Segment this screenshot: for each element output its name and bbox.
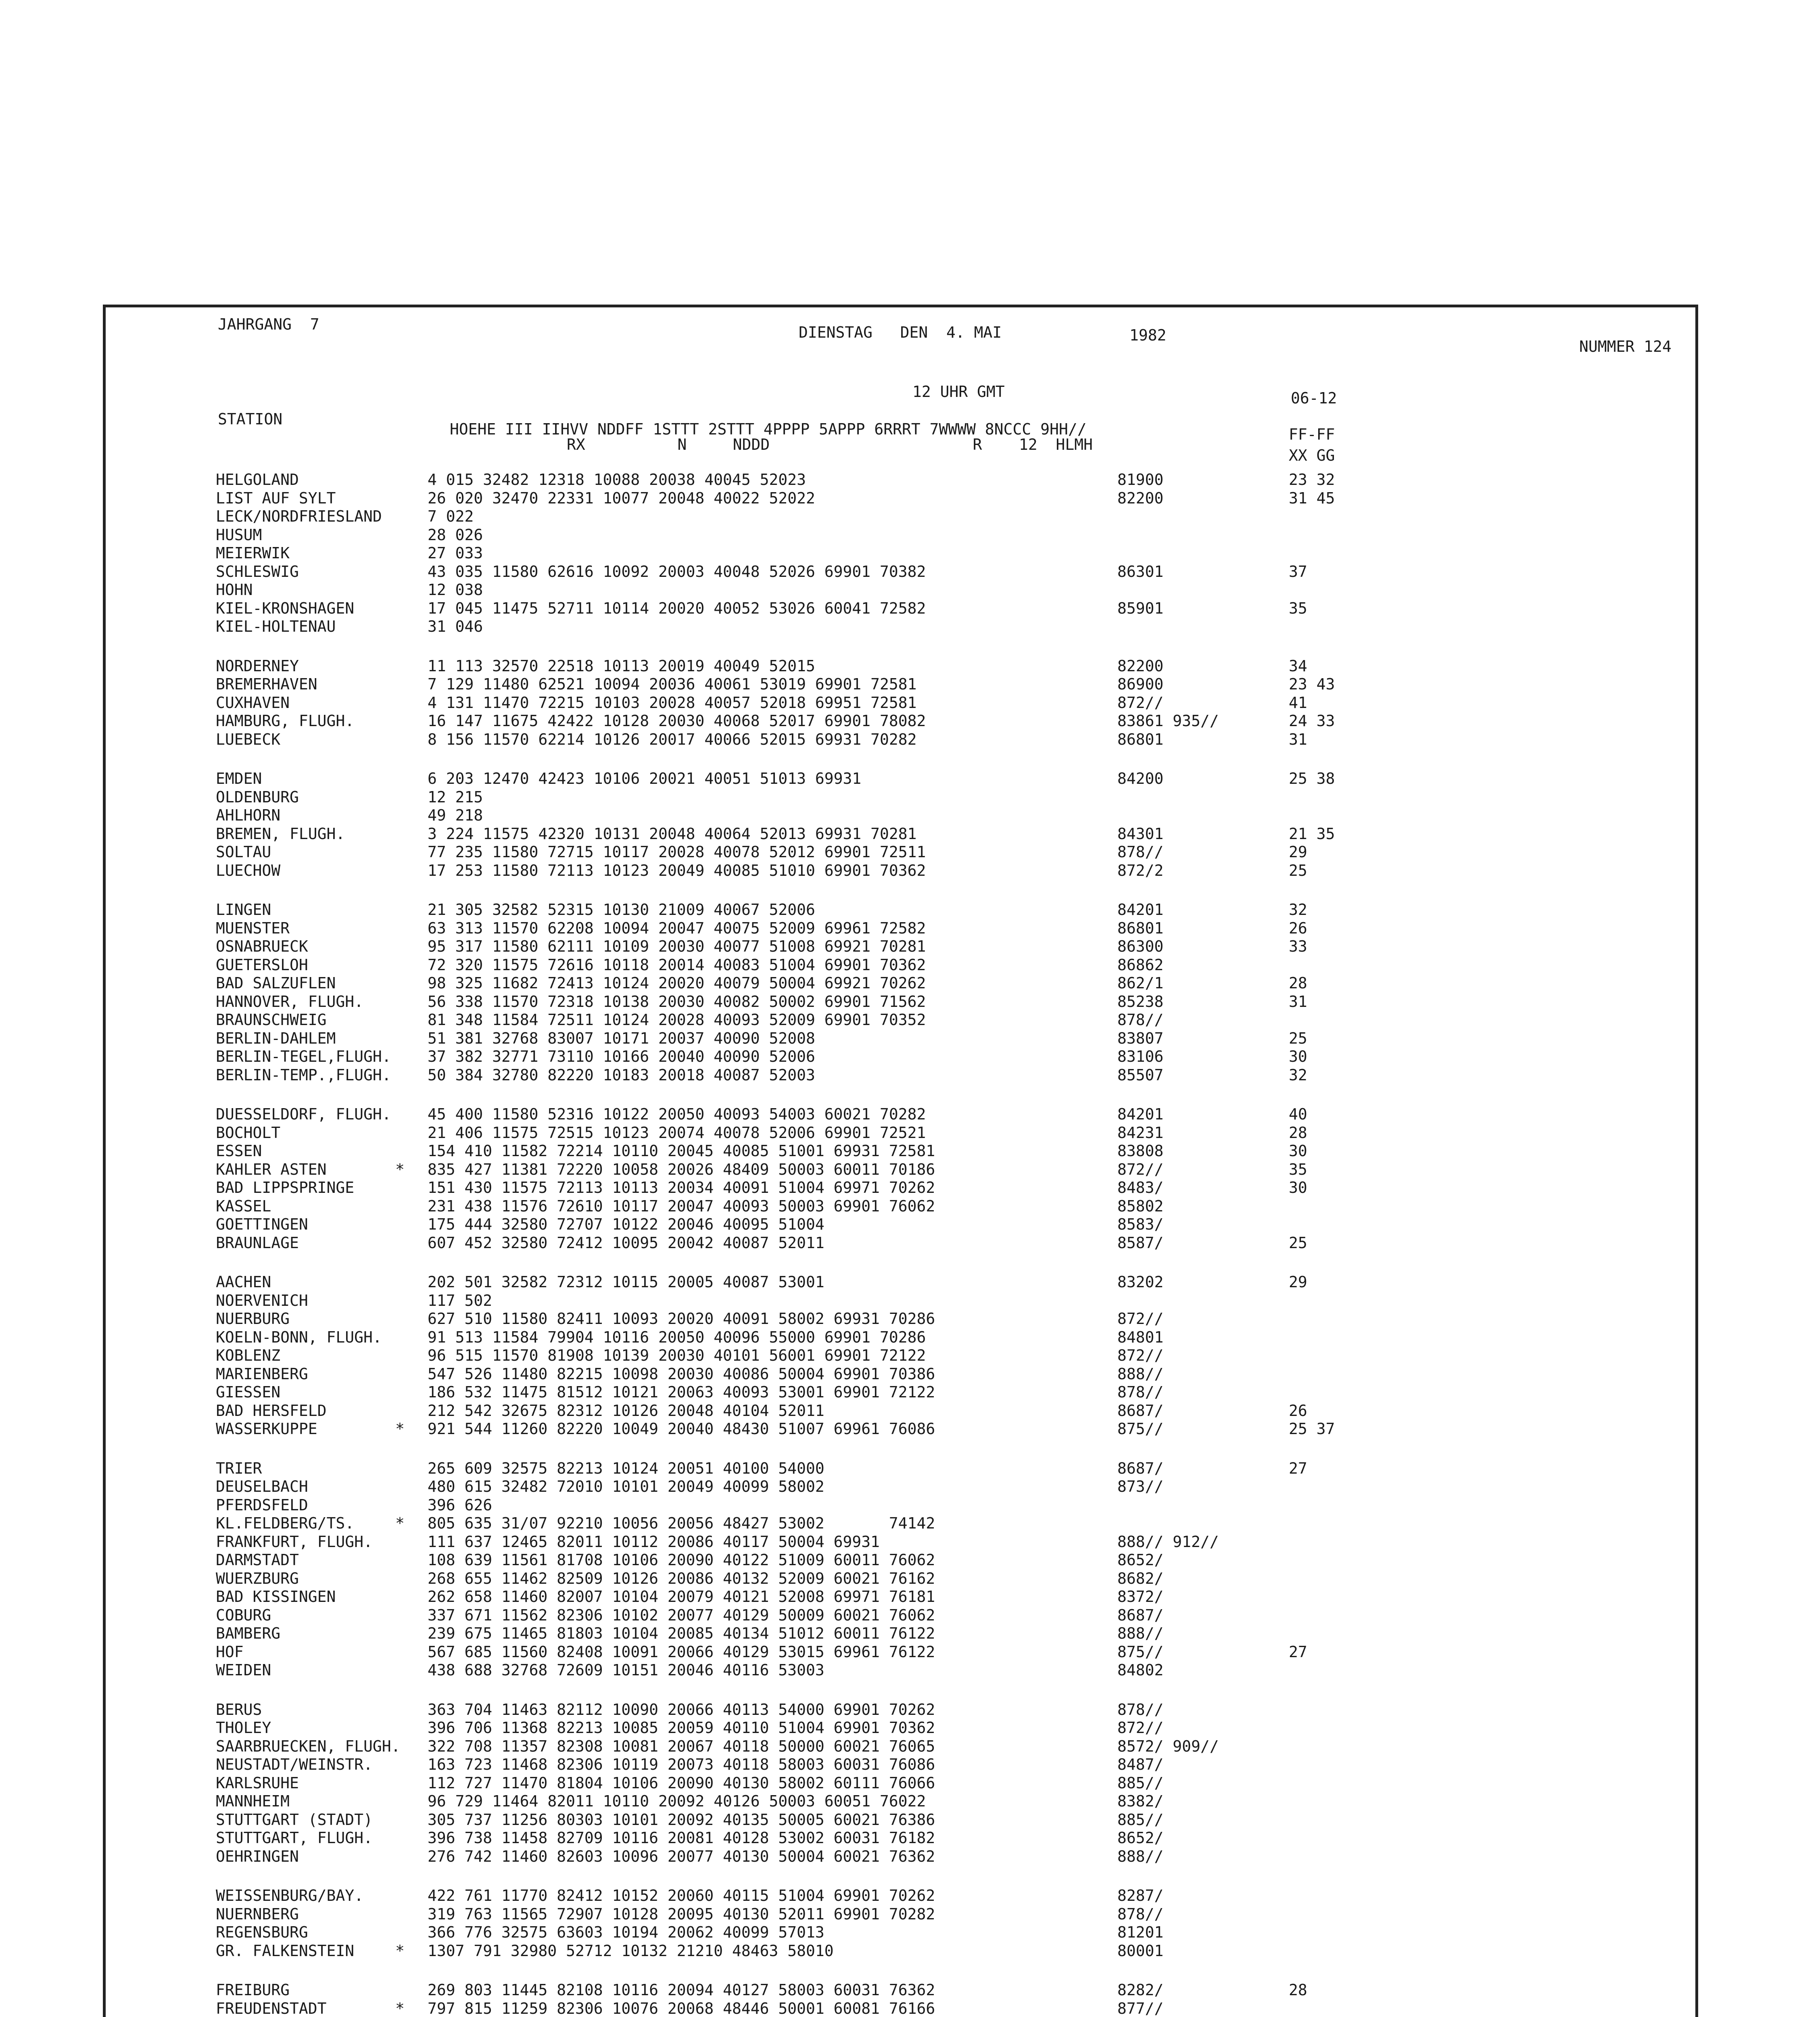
cloud-group: 877// <box>1117 2000 1164 2017</box>
wind-gust-value: 30 <box>1289 1048 1307 1065</box>
station-name: KASSEL <box>216 1197 271 1215</box>
station-name: LINGEN <box>216 901 271 919</box>
cloud-group: 878// <box>1117 1383 1164 1401</box>
cloud-group: 85507 <box>1117 1066 1164 1084</box>
wind-gust-value: 27 <box>1289 1460 1307 1477</box>
wind-gust-value: 32 <box>1289 901 1307 919</box>
cloud-group: 872/2 <box>1117 862 1164 879</box>
synop-data: 7 129 11480 62521 10094 20036 40061 53019 69901 72581 <box>428 675 917 693</box>
synop-data: 1307 791 32980 52712 10132 21210 48463 58010 <box>428 1942 834 1960</box>
synop-data: 43 035 11580 62616 10092 20003 40048 52026 69901 70382 <box>428 563 926 580</box>
station-name: KOBLENZ <box>216 1347 281 1364</box>
cloud-group: 86300 <box>1117 938 1164 955</box>
cloud-group: 873// <box>1117 1478 1164 1495</box>
station-name: NUERBURG <box>216 1310 290 1328</box>
synop-data: 81 348 11584 72511 10124 20028 40093 52009 69901 70352 <box>428 1011 926 1029</box>
cloud-group: 875// <box>1117 1420 1164 1438</box>
synop-data: 45 400 11580 52316 10122 20050 40093 54003 60021 70282 <box>428 1105 926 1123</box>
cloud-group: 872// <box>1117 694 1164 712</box>
wind-gust-value: 31 <box>1289 993 1307 1011</box>
cloud-group: 81201 <box>1117 1923 1164 1941</box>
synop-data: 21 305 32582 52315 10130 21009 40067 52006 <box>428 901 815 919</box>
station-name: WEIDEN <box>216 1661 271 1679</box>
wind-gust-value: 33 <box>1289 938 1307 955</box>
station-name: HUSUM <box>216 526 262 544</box>
wind-gust-value: 28 <box>1289 974 1307 992</box>
synop-data: 6 203 12470 42423 10106 20021 40051 51013 69931 <box>428 770 862 787</box>
station-name: KIEL-KRONSHAGEN <box>216 599 355 617</box>
cloud-group: 875// <box>1117 1643 1164 1661</box>
synop-data: 627 510 11580 82411 10093 20020 40091 58002 69931 70286 <box>428 1310 935 1328</box>
wind-gust-value: 26 <box>1289 1402 1307 1420</box>
wind-gust-value: 29 <box>1289 843 1307 861</box>
station-name: DUESSELDORF, FLUGH. <box>216 1105 391 1123</box>
synop-data: 151 430 11575 72113 10113 20034 40091 51004 69971 70262 <box>428 1179 935 1196</box>
synop-data: 31 046 <box>428 618 483 635</box>
synop-data: 921 544 11260 82220 10049 20040 48430 51007 69961 76086 <box>428 1420 935 1438</box>
synop-data: 51 381 32768 83007 10171 20037 40090 52008 <box>428 1029 815 1047</box>
synop-data: 396 738 11458 82709 10116 20081 40128 53002 60031 76182 <box>428 1829 935 1847</box>
wind-gust-value: 35 <box>1289 599 1307 617</box>
cloud-group: 862/1 <box>1117 974 1164 992</box>
cloud-group: 85802 <box>1117 1197 1164 1215</box>
station-name: KL.FELDBERG/TS. <box>216 1514 355 1532</box>
wind-gust-value: 25 <box>1289 1029 1307 1047</box>
synop-data: 547 526 11480 82215 10098 20030 40086 50004 69901 70386 <box>428 1365 935 1383</box>
synop-data: 49 218 <box>428 806 483 824</box>
wind-gust-value: 35 <box>1289 1161 1307 1178</box>
synop-data: 305 737 11256 80303 10101 20092 40135 50005 60021 76386 <box>428 1811 935 1829</box>
code-columns-subheader: RX N NDDD R 12 HLMH <box>567 436 1093 453</box>
station-column-header: STATION <box>218 410 283 428</box>
cloud-group: 888// <box>1117 1365 1164 1383</box>
cloud-group: 83202 <box>1117 1273 1164 1291</box>
cloud-group: 80001 <box>1117 1942 1164 1960</box>
synop-data: 154 410 11582 72214 10110 20045 40085 51001 69931 72581 <box>428 1142 935 1160</box>
synop-data: 4 015 32482 12318 10088 20038 40045 52023 <box>428 471 806 489</box>
cloud-group: 872// <box>1117 1347 1164 1364</box>
cloud-group: 8483/ <box>1117 1179 1164 1196</box>
synop-data: 12 215 <box>428 788 483 806</box>
synop-data: 163 723 11468 82306 10119 20073 40118 58003 60031 76086 <box>428 1756 935 1773</box>
wind-gust-value: 30 <box>1289 1142 1307 1160</box>
synop-data: 27 033 <box>428 544 483 562</box>
cloud-group: 8287/ <box>1117 1887 1164 1904</box>
cloud-group: 872// <box>1117 1161 1164 1178</box>
mountain-station-mark: * <box>395 1420 405 1438</box>
synop-data: 37 382 32771 73110 10166 20040 40090 52006 <box>428 1048 815 1065</box>
station-name: MEIERWIK <box>216 544 290 562</box>
station-name: BRAUNSCHWEIG <box>216 1011 327 1029</box>
wind-gust-value: 27 <box>1289 1643 1307 1661</box>
synop-data: 202 501 32582 72312 10115 20005 40087 53001 <box>428 1273 824 1291</box>
synop-data: 480 615 32482 72010 10101 20049 40099 58002 <box>428 1478 824 1495</box>
station-name: BERLIN-TEMP.,FLUGH. <box>216 1066 391 1084</box>
cloud-group: 8572/ 909// <box>1117 1737 1219 1755</box>
synop-data: 319 763 11565 72907 10128 20095 40130 52011 69901 70282 <box>428 1905 935 1923</box>
synop-data: 262 658 11460 82007 10104 20079 40121 52008 69971 76181 <box>428 1588 935 1606</box>
wind-gust-value: 34 <box>1289 657 1307 675</box>
cloud-group: 84201 <box>1117 1105 1164 1123</box>
station-name: KIEL-HOLTENAU <box>216 618 336 635</box>
cloud-group: 86862 <box>1117 956 1164 974</box>
station-name: LUEBECK <box>216 731 281 748</box>
cloud-group: 8487/ <box>1117 1756 1164 1773</box>
synop-data: 797 815 11259 82306 10076 20068 48446 50001 60081 76166 <box>428 2000 935 2017</box>
synop-data: 607 452 32580 72412 10095 20042 40087 52011 <box>428 1234 824 1252</box>
wind-gust-value: 23 43 <box>1289 675 1335 693</box>
synop-data: 95 317 11580 62111 10109 20030 40077 51008 69921 70281 <box>428 938 926 955</box>
synop-data: 239 675 11465 81803 10104 20085 40134 51012 60011 76122 <box>428 1624 935 1642</box>
station-name: DEUSELBACH <box>216 1478 308 1495</box>
station-name: SOLTAU <box>216 843 271 861</box>
cloud-group: 888// <box>1117 1848 1164 1865</box>
cloud-group: 8587/ <box>1117 1234 1164 1252</box>
cloud-group: 86801 <box>1117 731 1164 748</box>
synop-data: 17 045 11475 52711 10114 20020 40052 53026 60041 72582 <box>428 599 926 617</box>
cloud-group: 84801 <box>1117 1328 1164 1346</box>
wind-gust-value: 29 <box>1289 1273 1307 1291</box>
synop-data: 112 727 11470 81804 10106 20090 40130 58002 60111 76066 <box>428 1774 935 1792</box>
station-name: NEUSTADT/WEINSTR. <box>216 1756 373 1773</box>
synop-data: 56 338 11570 72318 10138 20030 40082 50002 69901 71562 <box>428 993 926 1011</box>
cloud-group: 84201 <box>1117 901 1164 919</box>
station-name: DARMSTADT <box>216 1551 299 1569</box>
station-name: BRAUNLAGE <box>216 1234 299 1252</box>
station-name: HOF <box>216 1643 244 1661</box>
cloud-group: 878// <box>1117 1011 1164 1029</box>
station-name: HELGOLAND <box>216 471 299 489</box>
station-name: PFERDSFELD <box>216 1496 308 1514</box>
station-name: HANNOVER, FLUGH. <box>216 993 364 1011</box>
cloud-group: 878// <box>1117 843 1164 861</box>
station-name: BAD KISSINGEN <box>216 1588 336 1606</box>
synop-data: 28 026 <box>428 526 483 544</box>
synop-data: 3 224 11575 42320 10131 20048 40064 52013 69931 70281 <box>428 825 917 843</box>
synop-data: 268 655 11462 82509 10126 20086 40132 52009 60021 76162 <box>428 1570 935 1587</box>
synop-data: 438 688 32768 72609 10151 20046 40116 53003 <box>428 1661 824 1679</box>
station-name: COBURG <box>216 1606 271 1624</box>
cloud-group: 8583/ <box>1117 1215 1164 1233</box>
synop-data: 363 704 11463 82112 10090 20066 40113 54000 69901 70262 <box>428 1701 935 1718</box>
synop-data: 63 313 11570 62208 10094 20047 40075 52009 69961 72582 <box>428 919 926 937</box>
year-label: 1982 <box>1129 326 1167 344</box>
cloud-group: 86801 <box>1117 919 1164 937</box>
synop-data: 111 637 12465 82011 10112 20086 40117 50004 69931 <box>428 1533 880 1551</box>
cloud-group: 83808 <box>1117 1142 1164 1160</box>
cloud-group: 83807 <box>1117 1029 1164 1047</box>
synop-data: 337 671 11562 82306 10102 20077 40129 50009 60021 76062 <box>428 1606 935 1624</box>
wind-gust-value: 25 37 <box>1289 1420 1335 1438</box>
synop-data: 16 147 11675 42422 10128 20030 40068 52017 69901 78082 <box>428 712 926 730</box>
cloud-group: 8687/ <box>1117 1606 1164 1624</box>
synop-data: 96 729 11464 82011 10110 20092 40126 50003 60051 76022 <box>428 1792 926 1810</box>
cloud-group: 8652/ <box>1117 1551 1164 1569</box>
synop-data: 98 325 11682 72413 10124 20020 40079 50004 69921 70262 <box>428 974 926 992</box>
wind-gust-value: 28 <box>1289 1981 1307 1999</box>
cloud-group: 85238 <box>1117 993 1164 1011</box>
station-name: BAD LIPPSPRINGE <box>216 1179 355 1196</box>
station-name: AHLHORN <box>216 806 281 824</box>
station-name: KOELN-BONN, FLUGH. <box>216 1328 382 1346</box>
synop-data: 7 022 <box>428 507 474 525</box>
synop-data: 265 609 32575 82213 10124 20051 40100 54000 <box>428 1460 824 1477</box>
synop-data: 396 626 <box>428 1496 493 1514</box>
wind-gust-value: 25 <box>1289 862 1307 879</box>
cloud-group: 86301 <box>1117 563 1164 580</box>
wind-gust-value: 25 38 <box>1289 770 1335 787</box>
cloud-group: 872// <box>1117 1310 1164 1328</box>
synop-data: 72 320 11575 72616 10118 20014 40083 51004 69901 70362 <box>428 956 926 974</box>
observation-time: 12 UHR GMT <box>912 383 1005 401</box>
cloud-group: 878// <box>1117 1905 1164 1923</box>
station-name: FRANKFURT, FLUGH. <box>216 1533 373 1551</box>
synop-data: 108 639 11561 81708 10106 20090 40122 51009 60011 76062 <box>428 1551 935 1569</box>
synop-data: 366 776 32575 63603 10194 20062 40099 57013 <box>428 1923 824 1941</box>
wind-gust-value: 21 35 <box>1289 825 1335 843</box>
mountain-station-mark: * <box>395 1514 405 1532</box>
synop-data: 4 131 11470 72215 10103 20028 40057 52018 69951 72581 <box>428 694 917 712</box>
station-name: MUENSTER <box>216 919 290 937</box>
synop-data: 12 038 <box>428 581 483 599</box>
wind-gust-value: 32 <box>1289 1066 1307 1084</box>
wind-gust-header: FF-FF <box>1289 426 1335 443</box>
volume-label: JAHRGANG 7 <box>218 315 319 333</box>
station-name: KARLSRUHE <box>216 1774 299 1792</box>
cloud-group: 81900 <box>1117 471 1164 489</box>
station-name: THOLEY <box>216 1719 271 1737</box>
synop-data: 21 406 11575 72515 10123 20074 40078 52006 69901 72521 <box>428 1124 926 1142</box>
mountain-station-mark: * <box>395 1942 405 1960</box>
station-name: REGENSBURG <box>216 1923 308 1941</box>
station-name: BERLIN-DAHLEM <box>216 1029 336 1047</box>
synop-data: 805 635 31/07 92210 10056 20056 48427 53002 74142 <box>428 1514 935 1532</box>
station-name: BREMEN, FLUGH. <box>216 825 345 843</box>
cloud-group: 8282/ <box>1117 1981 1164 1999</box>
cloud-group: 84802 <box>1117 1661 1164 1679</box>
station-name: STUTTGART, FLUGH. <box>216 1829 373 1847</box>
cloud-group: 8687/ <box>1117 1402 1164 1420</box>
station-name: GIESSEN <box>216 1383 281 1401</box>
station-name: LIST AUF SYLT <box>216 489 336 507</box>
station-name: OSNABRUECK <box>216 938 308 955</box>
mountain-station-mark: * <box>395 2000 405 2017</box>
synop-data: 186 532 11475 81512 10121 20063 40093 53001 69901 72122 <box>428 1383 935 1401</box>
synop-data: 26 020 32470 22331 10077 20048 40022 52022 <box>428 489 815 507</box>
station-name: BAD HERSFELD <box>216 1402 327 1420</box>
station-name: BAMBERG <box>216 1624 281 1642</box>
station-name: STUTTGART (STADT) <box>216 1811 373 1829</box>
synop-data: 212 542 32675 82312 10126 20048 40104 52011 <box>428 1402 824 1420</box>
station-name: OLDENBURG <box>216 788 299 806</box>
synop-data: 422 761 11770 82412 10152 20060 40115 51004 69901 70262 <box>428 1887 935 1904</box>
cloud-group: 84301 <box>1117 825 1164 843</box>
wind-gust-value: 31 <box>1289 731 1307 748</box>
station-name: TRIER <box>216 1460 262 1477</box>
synop-data: 91 513 11584 79904 10116 20050 40096 55000 69901 70286 <box>428 1328 926 1346</box>
cloud-group: 872// <box>1117 1719 1164 1737</box>
cloud-group: 86900 <box>1117 675 1164 693</box>
station-name: CUXHAVEN <box>216 694 290 712</box>
station-name: HAMBURG, FLUGH. <box>216 712 355 730</box>
synop-data: 8 156 11570 62214 10126 20017 40066 52015 69931 70282 <box>428 731 917 748</box>
station-name: NORDERNEY <box>216 657 299 675</box>
station-name: NOERVENICH <box>216 1292 308 1309</box>
cloud-group: 85901 <box>1117 599 1164 617</box>
station-name: BREMERHAVEN <box>216 675 317 693</box>
station-name: AACHEN <box>216 1273 271 1291</box>
cloud-group: 82200 <box>1117 657 1164 675</box>
synop-data: 231 438 11576 72610 10117 20047 40093 50003 69901 76062 <box>428 1197 935 1215</box>
cloud-group: 8682/ <box>1117 1570 1164 1587</box>
issue-number: NUMMER 124 <box>1579 338 1672 355</box>
cloud-group: 83106 <box>1117 1048 1164 1065</box>
station-name: SCHLESWIG <box>216 563 299 580</box>
synop-data: 269 803 11445 82108 10116 20094 40127 58003 60031 76362 <box>428 1981 935 1999</box>
station-name: HOHN <box>216 581 253 599</box>
wind-gust-value: 24 33 <box>1289 712 1335 730</box>
synop-data: 567 685 11560 82408 10091 20066 40129 53015 69961 76122 <box>428 1643 935 1661</box>
synop-data: 96 515 11570 81908 10139 20030 40101 56001 69901 72122 <box>428 1347 926 1364</box>
synop-data: 11 113 32570 22518 10113 20019 40049 52015 <box>428 657 815 675</box>
station-name: SAARBRUECKEN, FLUGH. <box>216 1737 401 1755</box>
station-name: GOETTINGEN <box>216 1215 308 1233</box>
cloud-group: 82200 <box>1117 489 1164 507</box>
station-name: FREIBURG <box>216 1981 290 1999</box>
synop-data: 322 708 11357 82308 10081 20067 40118 50000 60021 76065 <box>428 1737 935 1755</box>
station-name: WEISSENBURG/BAY. <box>216 1887 364 1904</box>
wind-gust-value: 31 45 <box>1289 489 1335 507</box>
cloud-group: 84200 <box>1117 770 1164 787</box>
wind-gust-value: 23 32 <box>1289 471 1335 489</box>
synop-data: 396 706 11368 82213 10085 20059 40110 51004 69901 70362 <box>428 1719 935 1737</box>
station-name: LECK/NORDFRIESLAND <box>216 507 382 525</box>
observation-interval: 06-12 <box>1291 389 1337 407</box>
cloud-group: 888// 912// <box>1117 1533 1219 1551</box>
synop-data: 835 427 11381 72220 10058 20026 48409 50003 60011 70186 <box>428 1161 935 1178</box>
cloud-group: 885// <box>1117 1774 1164 1792</box>
synop-data: 175 444 32580 72707 10122 20046 40095 51004 <box>428 1215 824 1233</box>
station-name: KAHLER ASTEN <box>216 1161 327 1178</box>
cloud-group: 83861 935// <box>1117 712 1219 730</box>
mountain-station-mark: * <box>395 1161 405 1178</box>
wind-gust-value: 25 <box>1289 1234 1307 1252</box>
station-name: FREUDENSTADT <box>216 2000 327 2017</box>
synop-data: 117 502 <box>428 1292 493 1309</box>
station-name: WUERZBURG <box>216 1570 299 1587</box>
station-name: GR. FALKENSTEIN <box>216 1942 355 1960</box>
synop-data: 17 253 11580 72113 10123 20049 40085 51010 69901 70362 <box>428 862 926 879</box>
wind-gust-value: 28 <box>1289 1124 1307 1142</box>
station-name: BERLIN-TEGEL,FLUGH. <box>216 1048 391 1065</box>
station-name: LUECHOW <box>216 862 281 879</box>
wind-gust-value: 41 <box>1289 694 1307 712</box>
station-name: OEHRINGEN <box>216 1848 299 1865</box>
cloud-group: 878// <box>1117 1701 1164 1718</box>
wind-gust-value: 37 <box>1289 563 1307 580</box>
station-name: BOCHOLT <box>216 1124 281 1142</box>
station-name: ESSEN <box>216 1142 262 1160</box>
station-name: BERUS <box>216 1701 262 1718</box>
station-name: MANNHEIM <box>216 1792 290 1810</box>
station-name: EMDEN <box>216 770 262 787</box>
cloud-group: 888// <box>1117 1624 1164 1642</box>
wind-gust-subheader: XX GG <box>1289 447 1335 464</box>
cloud-group: 8382/ <box>1117 1792 1164 1810</box>
cloud-group: 885// <box>1117 1811 1164 1829</box>
station-name: GUETERSLOH <box>216 956 308 974</box>
cloud-group: 8687/ <box>1117 1460 1164 1477</box>
cloud-group: 8652/ <box>1117 1829 1164 1847</box>
station-name: WASSERKUPPE <box>216 1420 317 1438</box>
wind-gust-value: 26 <box>1289 919 1307 937</box>
wind-gust-value: 40 <box>1289 1105 1307 1123</box>
station-name: BAD SALZUFLEN <box>216 974 336 992</box>
cloud-group: 8372/ <box>1117 1588 1164 1606</box>
cloud-group: 84231 <box>1117 1124 1164 1142</box>
synop-data: 77 235 11580 72715 10117 20028 40078 52012 69901 72511 <box>428 843 926 861</box>
date-label: DIENSTAG DEN 4. MAI <box>799 324 1002 341</box>
code-columns-header: HOEHE III IIHVV NDDFF 1STTT 2STTT 4PPPP 5APPP 6RRRT 7WWWW 8NCCC 9HH// <box>450 420 1087 438</box>
wind-gust-value: 30 <box>1289 1179 1307 1196</box>
station-name: NUERNBERG <box>216 1905 299 1923</box>
synop-data: 50 384 32780 82220 10183 20018 40087 52003 <box>428 1066 815 1084</box>
station-name: MARIENBERG <box>216 1365 308 1383</box>
synop-data: 276 742 11460 82603 10096 20077 40130 50004 60021 76362 <box>428 1848 935 1865</box>
